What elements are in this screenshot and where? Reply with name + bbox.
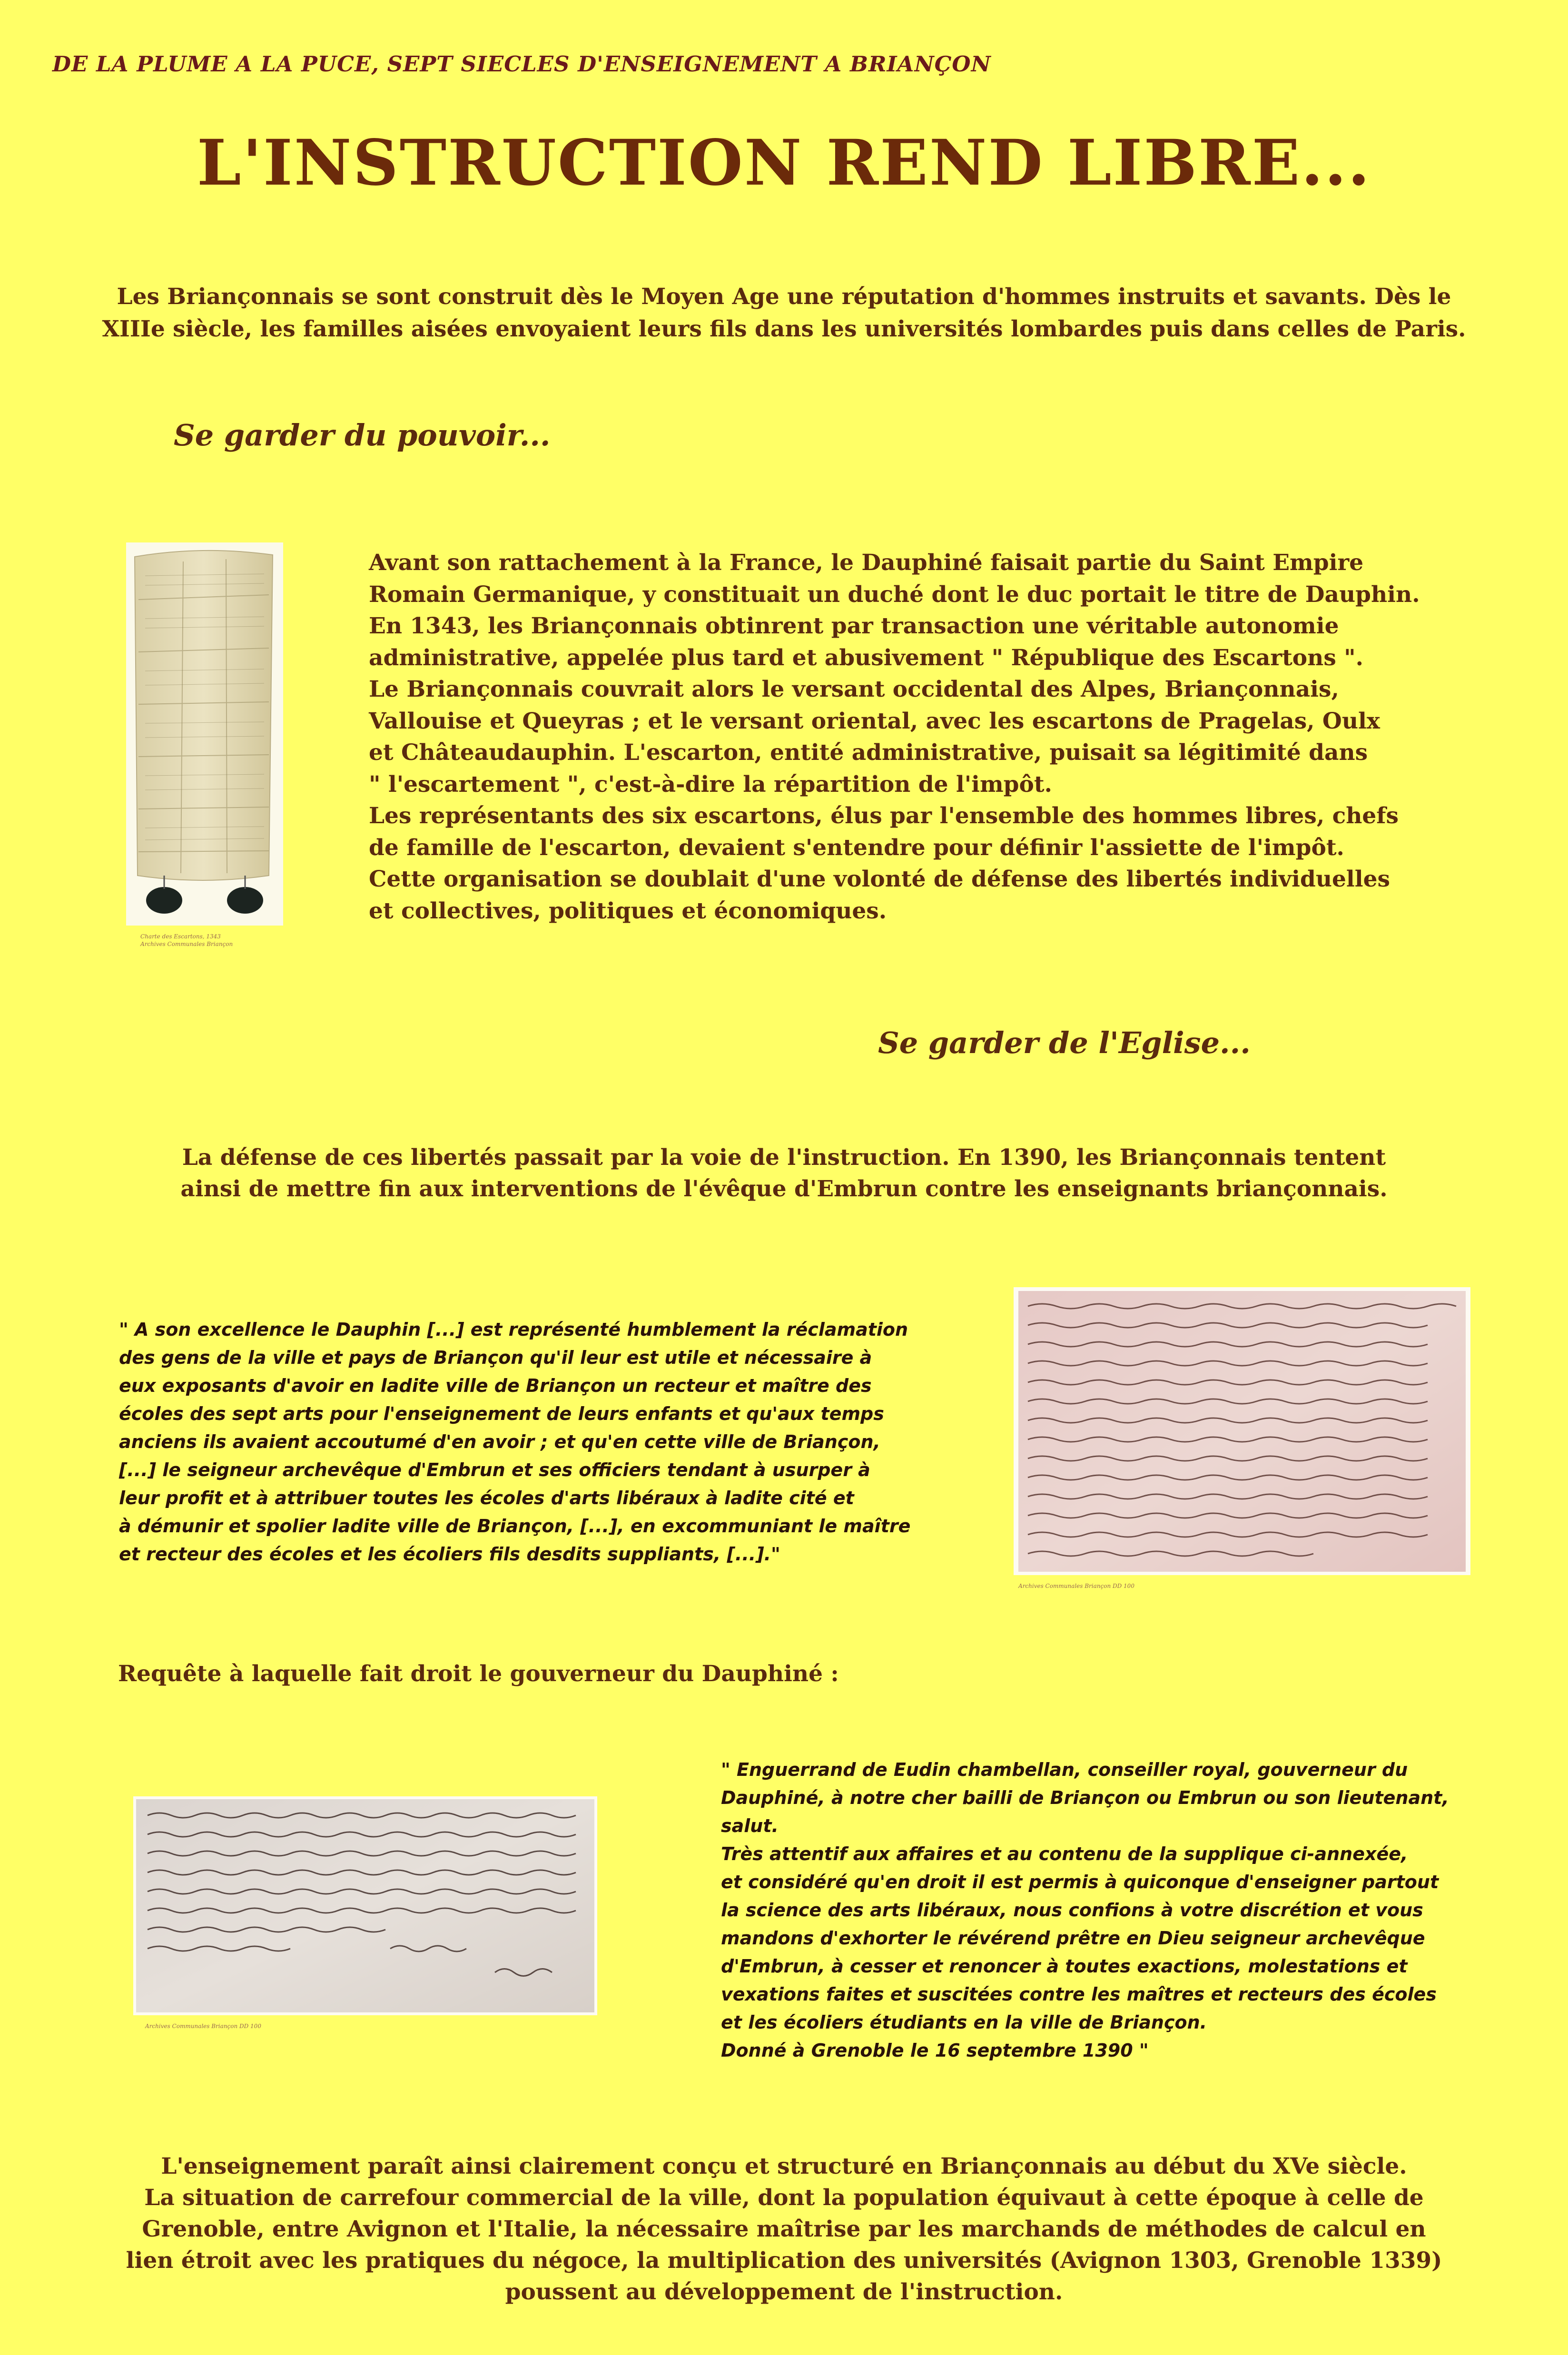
section-subtitle-church: Se garder de l'Eglise... bbox=[878, 1025, 1251, 1060]
charter-scroll-illustration bbox=[126, 542, 283, 926]
section2-intro: La défense de ces libertés passait par la voie de l'instruction. En 1390, les Briançonnais tentent ainsi de mettre fin aux interventions de l'évêque d'Embrun contre les enseignants briançonnais. bbox=[180, 1144, 1388, 1202]
charter-image bbox=[126, 542, 283, 926]
manuscript-image-petition bbox=[1014, 1287, 1470, 1575]
section-subtitle-power: Se garder du pouvoir... bbox=[174, 418, 551, 453]
manuscript-illustration bbox=[1014, 1287, 1470, 1575]
charter-caption: Charte des Escartons, 1343 Archives Communales Briançon bbox=[140, 933, 233, 947]
manuscript-caption-2: Archives Communales Briançon DD 100 bbox=[145, 2023, 261, 2030]
request-heading: Requête à laquelle fait droit le gouverneur du Dauphiné : bbox=[118, 1661, 839, 1687]
intro-line: XIIIe siècle, les familles aisées envoyaient leurs fils dans les universités lombardes puis dans celles de Paris. bbox=[102, 316, 1466, 342]
section1-body: Avant son rattachement à la France, le Dauphiné faisait partie du Saint Empire Romain Germanique, y constituait un duché dont le duc portait le titre de Dauphin. En 1343, les Briançonnais obtinrent par transaction une véritable autonomie administrative, appelée plus tard et abusivement " République des Escartons ". Le Briançonnais couvrait alors le versant occidental des Alpes, Briançonnais, Vallouise et Queyras ; et le versant oriental, avec les escartons de Pragelas, Oulx et Châteaudauphin. L'escarton, entité administrative, puisait sa légitimité dans " l'escartement ", c'est-à-dire la répartition de l'impôt. Les représentants des six escartons, élus par l'ensemble des hommes libres, chefs de famille de l'escarton, devaient s'entendre pour définir l'assiette de l'impôt. Cette organisation se doublait d'une volonté de défense des libertés individuelles et collectives, politiques et économiques. bbox=[369, 550, 1420, 924]
manuscript-caption-1: Archives Communales Briançon DD 100 bbox=[1018, 1583, 1134, 1589]
petition-quote: " A son excellence le Dauphin [...] est représenté humblement la réclamation des gens de la ville et pays de Briançon qu'il leur est utile et nécessaire à eux exposants d'avoir en ladite ville de Briançon un recteur et maître des écoles des sept arts pour l'enseignement de leurs enfants et qu'aux temps anciens ils avaient accoutumé d'en avoir ; et qu'en cette ville de Briançon, [...] le seigneur archevêque d'Embrun et ses officiers tendant à usurper à leur profit et à attribuer toutes les écoles d'arts libéraux à ladite cité et à démunir et spolier ladite ville de Briançon, [...], en excommuniant le maître et recteur des écoles et les écoliers fils desdits suppliants, [...]." bbox=[119, 1319, 911, 1565]
conclusion-paragraph: L'enseignement paraît ainsi clairement conçu et structuré en Briançonnais au début du XVe siècle. La situation de carrefour commercial de la ville, dont la population équivaut à cette époque à celle de Grenoble, entre Avignon et l'Italie, la nécessaire maîtrise par les marchands de méthodes de calcul en lien étroit avec les pratiques du négoce, la multiplication des universités (Avignon 1303, Grenoble 1339) poussent au développement de l'instruction. bbox=[126, 2153, 1442, 2305]
manuscript-image-response bbox=[133, 1796, 597, 2015]
exhibit-header: DE LA PLUME A LA PUCE, SEPT SIECLES D'ENSEIGNEMENT A BRIANÇON bbox=[52, 51, 991, 77]
manuscript-illustration-2 bbox=[133, 1796, 597, 2015]
governor-quote: " Enguerrand de Eudin chambellan, conseiller royal, gouverneur du Dauphiné, à notre cher bailli de Briançon ou Embrun ou son lieutenant, salut. Très attentif aux affaires et au contenu de la supplique ci-annexée, et considéré qu'en droit il est permis à quiconque d'enseigner partout la science des arts libéraux, nous confions à votre discrétion et vous mandons d'exhorter le révérend prêtre en Dieu seigneur archevêque d'Embrun, à cesser et renoncer à toutes exactions, molestations et vexations faites et suscitées contre les maîtres et recteurs des écoles et les écoliers étudiants en la ville de Briançon. Donné à Grenoble le 16 septembre 1390 " bbox=[721, 1759, 1449, 2061]
intro-line: Les Briançonnais se sont construit dès le Moyen Age une réputation d'hommes instruits et savants. Dès le bbox=[117, 284, 1451, 310]
page-title: L'INSTRUCTION REND LIBRE... bbox=[197, 126, 1371, 200]
intro-paragraph bbox=[48, 281, 1520, 345]
